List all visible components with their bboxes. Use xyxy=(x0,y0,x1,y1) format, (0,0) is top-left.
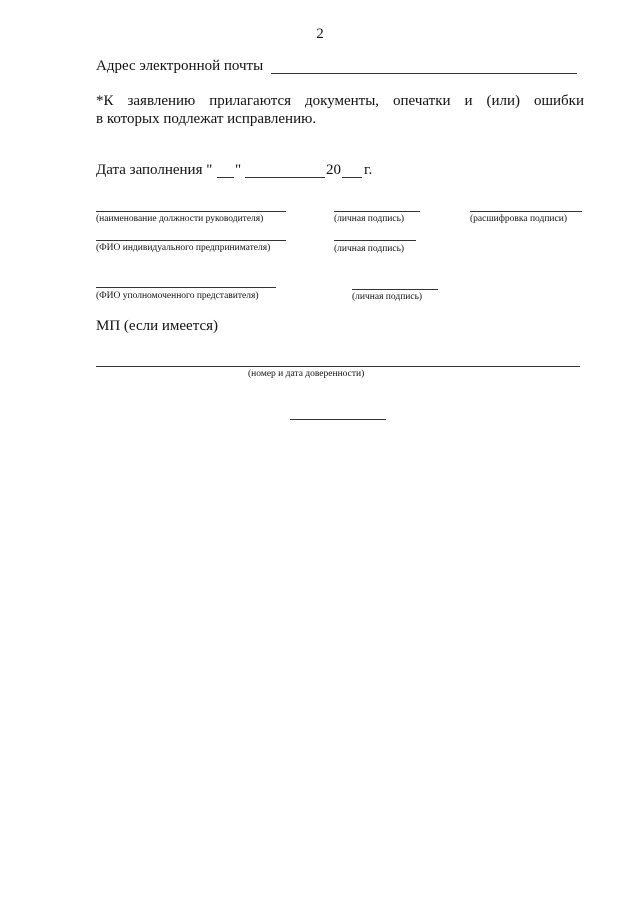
entrepreneur-signature-line[interactable] xyxy=(334,240,416,241)
date-label: Дата заполнения " xyxy=(96,162,213,178)
date-year-line[interactable] xyxy=(342,177,362,178)
signature-decoding-line[interactable] xyxy=(470,211,582,212)
head-signature-caption: (личная подпись) xyxy=(334,214,405,224)
head-position-line[interactable] xyxy=(96,211,286,212)
attachments-note xyxy=(96,92,584,128)
representative-name-line[interactable] xyxy=(96,287,276,288)
date-quote-close: " xyxy=(235,162,242,178)
attachments-note-line2: в которых подлежат исправлению. xyxy=(96,111,317,127)
signature-decoding-caption: (расшифровка подписи) xyxy=(470,214,567,224)
closing-separator xyxy=(290,419,386,420)
attachments-note-line1: *К заявлению прилагаются документы, опечатки и (или) ошибки xyxy=(96,93,584,109)
seal-label: МП (если имеется) xyxy=(96,318,218,334)
power-of-attorney-line[interactable] xyxy=(96,366,580,367)
email-field-line[interactable] xyxy=(271,73,577,74)
power-of-attorney-caption: (номер и дата доверенности) xyxy=(248,369,365,379)
date-year-prefix: 20 xyxy=(326,162,341,178)
head-position-caption: (наименование должности руководителя) xyxy=(96,214,264,224)
date-day-line[interactable] xyxy=(217,177,234,178)
representative-signature-line[interactable] xyxy=(352,289,438,290)
entrepreneur-name-line[interactable] xyxy=(96,240,286,241)
date-month-line[interactable] xyxy=(245,177,325,178)
representative-signature-caption: (личная подпись) xyxy=(352,292,423,302)
head-signature-line[interactable] xyxy=(334,211,420,212)
date-year-suffix: г. xyxy=(364,162,373,178)
representative-name-caption: (ФИО уполномоченного представителя) xyxy=(96,291,259,301)
email-label: Адрес электронной почты xyxy=(96,58,264,74)
entrepreneur-signature-caption: (личная подпись) xyxy=(334,244,405,254)
entrepreneur-name-caption: (ФИО индивидуального предпринимателя) xyxy=(96,243,271,253)
page-number: 2 xyxy=(316,26,324,42)
